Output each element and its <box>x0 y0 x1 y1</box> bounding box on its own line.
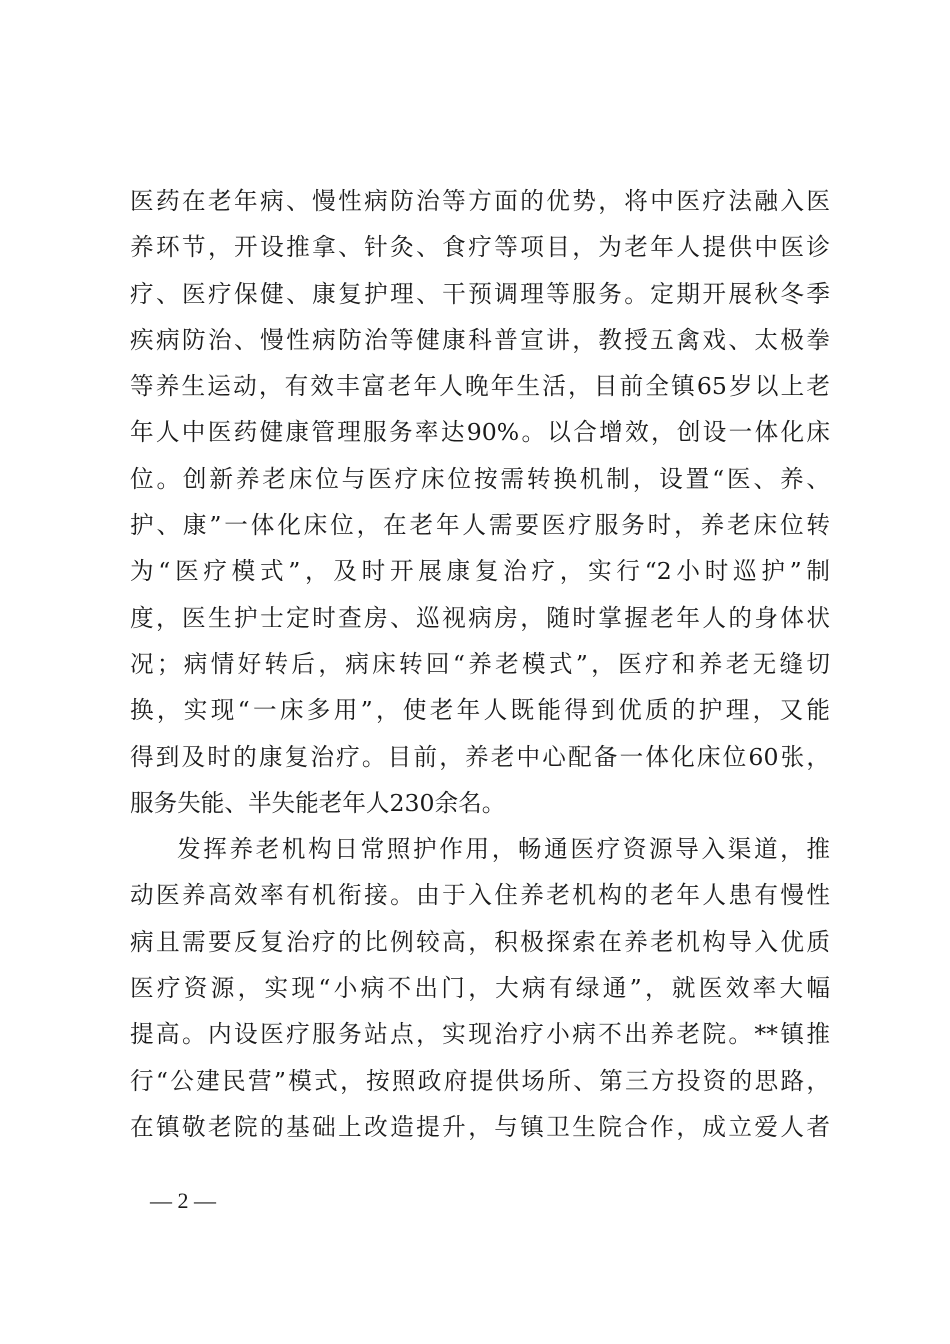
paragraph-line: 度，医生护士定时查房、巡视病房，随时掌握老年人的身体状 <box>130 603 830 632</box>
paragraph-line: 位。创新养老床位与医疗床位按需转换机制，设置“医、养、 <box>130 464 830 493</box>
paragraph-line: 发挥养老机构日常照护作用，畅通医疗资源导入渠道，推 <box>177 835 830 864</box>
paragraph-line: 为“医疗模式”，及时开展康复治疗，实行“2小时巡护”制 <box>130 557 830 586</box>
paragraph-line: 养环节，开设推拿、针灸、食疗等项目，为老年人提供中医诊 <box>130 233 830 262</box>
paragraph-line: 病且需要反复治疗的比例较高，积极探索在养老机构导入优质 <box>130 927 830 956</box>
paragraph-1 <box>130 178 830 826</box>
paragraph-line: 护、康”一体化床位，在老年人需要医疗服务时，养老床位转 <box>130 511 830 540</box>
body-text <box>130 178 830 1150</box>
paragraph-line: 医疗资源，实现“小病不出门，大病有绿通”，就医效率大幅 <box>130 974 830 1003</box>
paragraph-line: 况；病情好转后，病床转回“养老模式”，医疗和养老无缝切 <box>130 649 830 678</box>
paragraph-line: 得到及时的康复治疗。目前，养老中心配备一体化床位60张， <box>130 742 830 771</box>
paragraph-line: 疗、医疗保健、康复护理、干预调理等服务。定期开展秋冬季 <box>130 279 830 308</box>
page-number: — 2 — <box>150 1188 216 1213</box>
paragraph-2 <box>130 826 830 1150</box>
paragraph-line: 提高。内设医疗服务站点，实现治疗小病不出养老院。**镇推 <box>130 1020 830 1049</box>
paragraph-line: 换，实现“一床多用”，使老年人既能得到优质的护理，又能 <box>130 696 830 725</box>
paragraph-line: 在镇敬老院的基础上改造提升，与镇卫生院合作，成立爱人者 <box>130 1112 830 1141</box>
paragraph-line: 疾病防治、慢性病防治等健康科普宣讲，教授五禽戏、太极拳 <box>130 325 830 354</box>
paragraph-line: 服务失能、半失能老年人230余名。 <box>130 788 506 817</box>
paragraph-line: 动医养高效率有机衔接。由于入住养老机构的老年人患有慢性 <box>130 881 830 910</box>
paragraph-line: 医药在老年病、慢性病防治等方面的优势，将中医疗法融入医 <box>130 187 830 215</box>
paragraph-line: 等养生运动，有效丰富老年人晚年生活，目前全镇65岁以上老 <box>130 372 830 401</box>
paragraph-line: 年人中医药健康管理服务率达90%。以合增效，创设一体化床 <box>130 418 830 447</box>
paragraph-line: 行“公建民营”模式，按照政府提供场所、第三方投资的思路， <box>130 1066 830 1095</box>
